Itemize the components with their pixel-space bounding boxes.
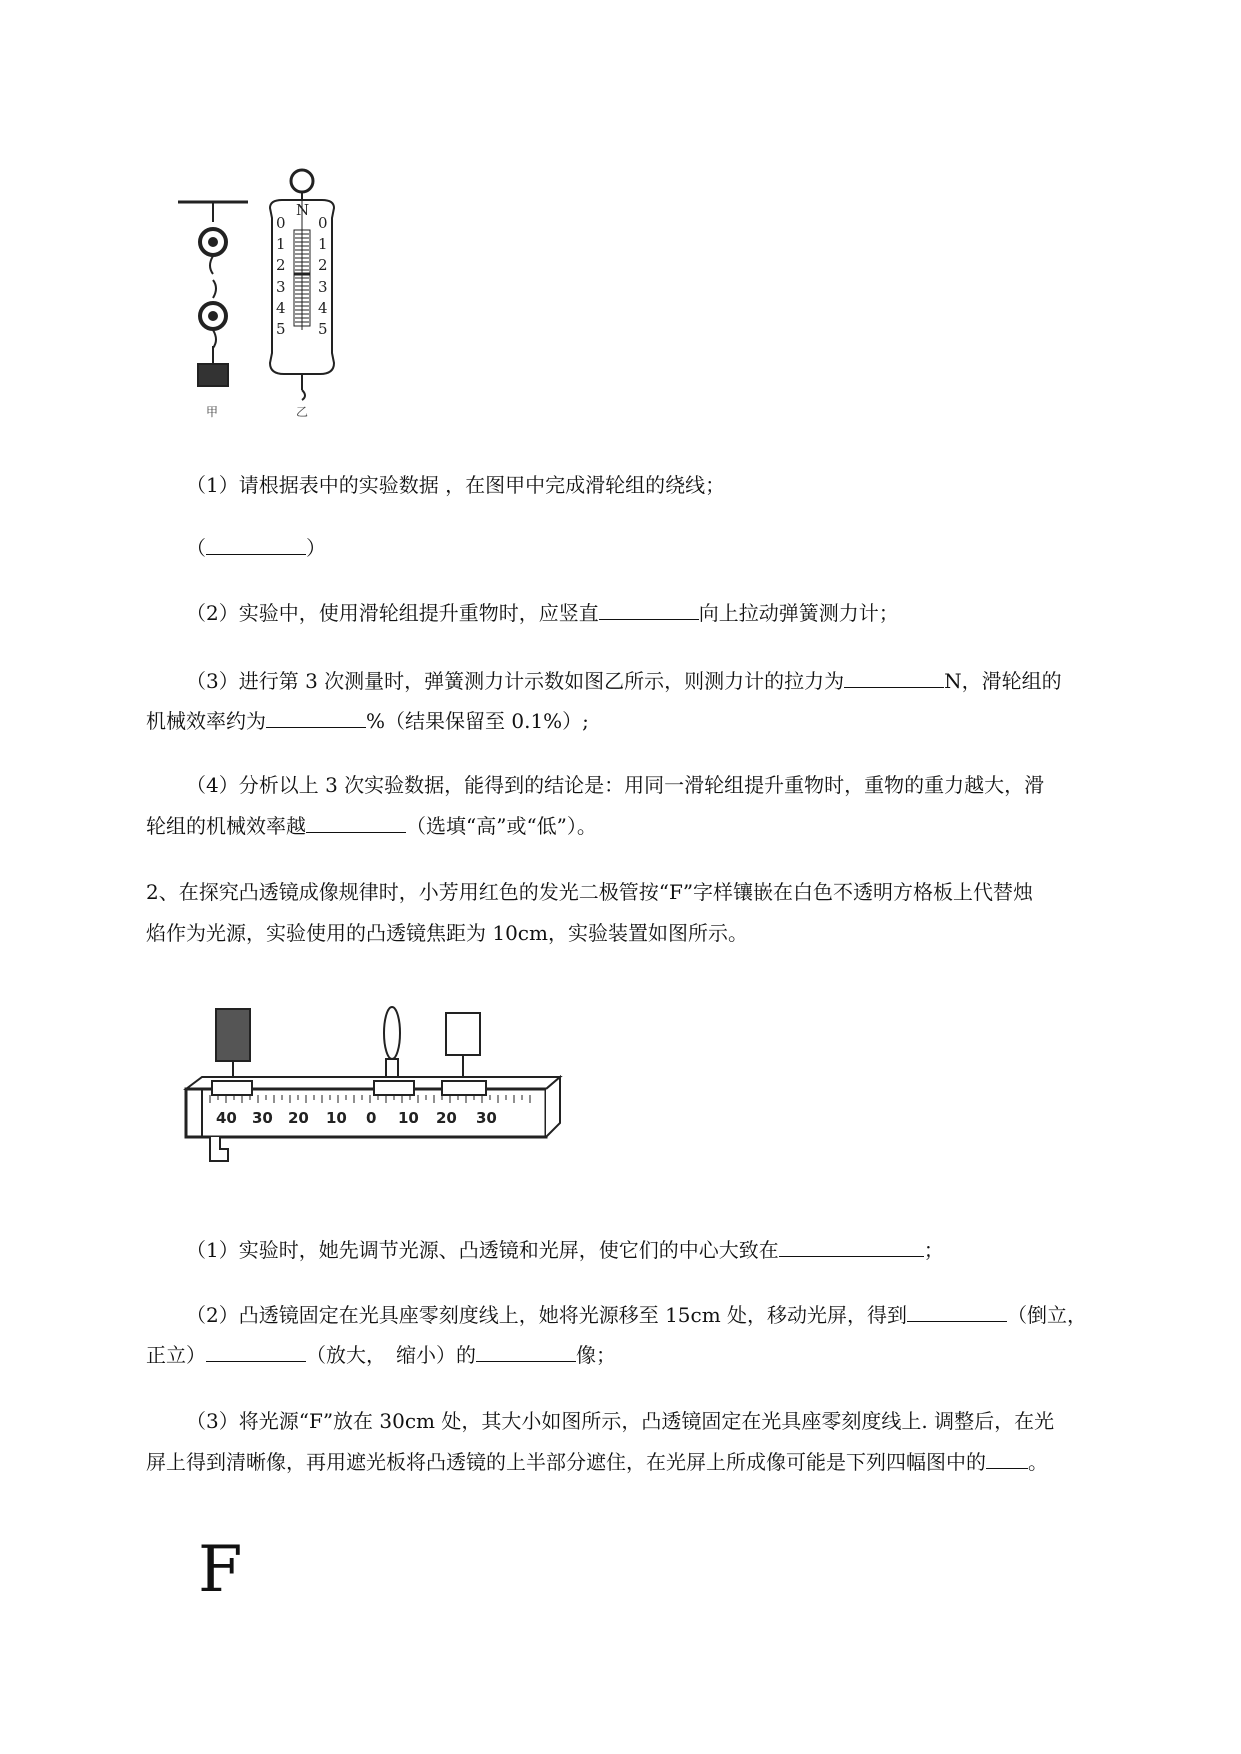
pulley-system-diagram: [178, 202, 248, 386]
q1-part4-line1: （4）分析以上 3 次实验数据，能得到的结论是：用同一滑轮组提升重物时，重物的重力越大，滑: [186, 773, 1045, 797]
letter-f-light-source: F: [198, 1533, 243, 1607]
q1-part3-line1: （3）进行第 3 次测量时，弹簧测力计示数如图乙所示，则测力计的拉力为 N，滑轮组的: [186, 665, 1136, 696]
scale-tick-right-1: 1: [318, 235, 328, 253]
scale-tick-left-3: 3: [276, 278, 286, 296]
bench-tick-label: 30: [476, 1109, 497, 1127]
scale-tick-left-4: 4: [276, 299, 286, 317]
scale-tick-right-2: 2: [318, 256, 328, 274]
scale-unit-label: N: [296, 201, 310, 219]
q1-part4-line2: 轮组的机械效率越 （选填“高”或“低”）。: [146, 810, 1136, 841]
q2-part2-line1: （2）凸透镜固定在光具座零刻度线上，她将光源移至 15cm 处，移动光屏，得到 （倒立，: [186, 1299, 1136, 1330]
q1-part1-answer: （ ）: [186, 532, 1136, 563]
q2-part1: （1）实验时，她先调节光源、凸透镜和光屏，使它们的中心大致在 ；: [186, 1234, 1136, 1265]
bench-tick-label: 10: [326, 1109, 347, 1127]
answer-blank[interactable]: [206, 1339, 306, 1362]
figure-label-jia: 甲: [206, 405, 219, 419]
answer-blank[interactable]: [599, 597, 699, 620]
convex-lens: [384, 1007, 400, 1059]
light-source-board: [216, 1009, 250, 1061]
q2-intro-line1: 2、在探究凸透镜成像规律时，小芳用红色的发光二极管按“F”字样镶嵌在白色不透明方格板上代替烛: [146, 880, 1034, 904]
optical-bench-figure: [180, 1003, 580, 1183]
bench-tick-label: 20: [436, 1109, 457, 1127]
scale-tick-left-5: 5: [276, 320, 286, 338]
answer-blank[interactable]: [907, 1299, 1007, 1322]
light-screen: [446, 1013, 480, 1055]
answer-blank[interactable]: [266, 705, 366, 728]
answer-blank[interactable]: [844, 665, 944, 688]
bench-tick-label: 20: [288, 1109, 309, 1127]
bench-tick-label: 0: [366, 1109, 377, 1127]
bench-tick-label: 30: [252, 1109, 273, 1127]
answer-blank[interactable]: [476, 1339, 576, 1362]
scale-tick-right-3: 3: [318, 278, 328, 296]
figure-label-yi: 乙: [296, 405, 309, 419]
q1-part3-line2: 机械效率约为 %（结果保留至 0.1%）;: [146, 705, 1136, 736]
q2-part2-line2: 正立） （放大， 缩小）的 像；: [146, 1339, 1136, 1370]
scale-tick-right-5: 5: [318, 320, 328, 338]
q1-part1: （1）请根据表中的实验数据 ，在图甲中完成滑轮组的绕线；: [186, 473, 726, 497]
scale-tick-left-0: 0: [276, 214, 286, 232]
q2-part3-line1: （3）将光源“F”放在 30cm 处，其大小如图所示，凸透镜固定在光具座零刻度线上. 调整后，在光: [186, 1409, 1055, 1433]
pulley-spring-scale-figure: [170, 168, 350, 420]
bench-tick-label: 10: [398, 1109, 419, 1127]
q1-part2: （2）实验中，使用滑轮组提升重物时，应竖直 向上拉动弹簧测力计；: [186, 597, 1136, 628]
scale-tick-left-2: 2: [276, 256, 286, 274]
answer-blank[interactable]: [779, 1234, 924, 1257]
q2-part3-line2: 屏上得到清晰像，再用遮光板将凸透镜的上半部分遮住，在光屏上所成像可能是下列四幅图中的 。: [146, 1446, 1136, 1477]
answer-blank[interactable]: [206, 532, 306, 555]
bench-tick-label: 40: [216, 1109, 237, 1127]
answer-blank[interactable]: [986, 1446, 1028, 1469]
scale-tick-right-4: 4: [318, 299, 328, 317]
answer-blank[interactable]: [306, 810, 406, 833]
scale-tick-left-1: 1: [276, 235, 286, 253]
scale-tick-right-0: 0: [318, 214, 328, 232]
q2-intro-line2: 焰作为光源，实验使用的凸透镜焦距为 10cm，实验装置如图所示。: [146, 921, 748, 945]
